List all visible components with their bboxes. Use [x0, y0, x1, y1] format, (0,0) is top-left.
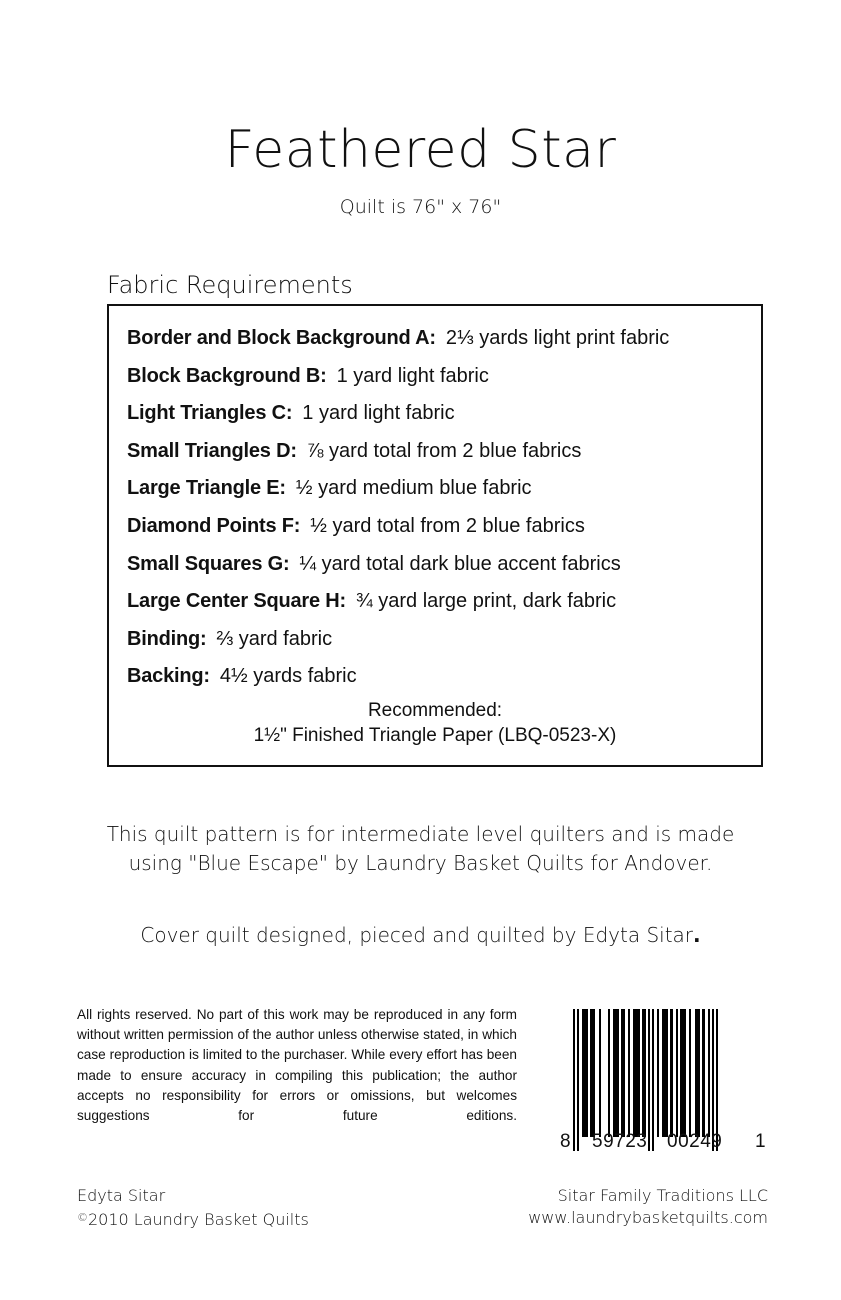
requirement-item [127, 586, 669, 624]
description-line: This quilt pattern is for intermediate level quilters and is made [106, 822, 735, 846]
requirement-value: ⅔ yard fabric [216, 627, 333, 650]
fabric-requirements-list [127, 323, 669, 699]
recommended-label: Recommended: [367, 700, 503, 721]
requirement-value: ⅞ yard total from 2 blue fabrics [306, 439, 582, 462]
requirement-item [127, 661, 669, 699]
copyright-text: 2010 Laundry Basket Quilts [88, 1210, 309, 1229]
requirement-item [127, 398, 669, 436]
requirement-item [127, 511, 669, 549]
requirement-value: ¾ yard large print, dark fabric [356, 590, 617, 613]
page-title: Feathered Star [224, 120, 617, 180]
requirement-value: 2⅓ yards light print fabric [445, 327, 670, 349]
requirement-label: Small Squares G: [127, 552, 290, 575]
requirement-label: Backing: [127, 665, 210, 688]
copyright-notice: All rights reserved. No part of this work may be reproduced in any form without written permission of the author unless otherwise stated, in which case reproduction is limited to the purchaser. While every effort has been made to ensure accuracy in compiling this publication; the author accepts no responsibility for errors or omissions, but welcomes suggestions for future editions. [77, 1007, 517, 1124]
requirement-label: Diamond Points F: [127, 514, 301, 537]
barcode-last-digit: 1 [755, 1131, 766, 1152]
barcode-first-digit: 8 [560, 1131, 571, 1152]
barcode-left-group: 59723 [592, 1131, 648, 1152]
requirement-label: Large Triangle E: [127, 477, 286, 500]
quilt-size: Quilt is 76" x 76" [339, 196, 502, 218]
barcode-right-group: 00249 [667, 1131, 723, 1152]
requirement-item [127, 549, 669, 587]
recommended-section [109, 698, 761, 748]
upc-barcode [557, 1003, 773, 1153]
requirement-item [127, 624, 669, 662]
requirement-label: Border and Block Background A: [127, 327, 436, 349]
requirement-value: 4½ yards fabric [219, 665, 357, 688]
requirement-value: ½ yard total from 2 blue fabrics [310, 514, 585, 537]
footer-author-block [77, 1185, 309, 1231]
requirement-item [127, 361, 669, 399]
requirement-value: ¼ yard total dark blue accent fabrics [299, 552, 621, 575]
pattern-description [0, 820, 841, 878]
cover-credit [0, 921, 841, 949]
requirement-item [127, 323, 669, 361]
credit-period: . [693, 923, 701, 947]
fabric-requirements-heading: Fabric Requirements [107, 271, 353, 299]
barcode-number [557, 1131, 773, 1153]
fabric-requirements-box [107, 304, 763, 767]
requirement-label: Block Background B: [127, 364, 327, 387]
requirement-value: 1 yard light fabric [336, 364, 489, 387]
requirement-label: Small Triangles D: [127, 439, 297, 462]
copyright-icon: © [77, 1211, 88, 1224]
requirement-item [127, 473, 669, 511]
copyright-line [77, 1207, 309, 1231]
recommended-item: 1½" Finished Triangle Paper (LBQ-0523-X) [253, 725, 617, 746]
requirement-value: 1 yard light fabric [302, 402, 455, 425]
requirement-label: Large Center Square H: [127, 590, 346, 613]
credit-text: Cover quilt designed, pieced and quilted by Edyta Sitar [140, 923, 694, 947]
barcode-bars-icon [573, 1009, 751, 1149]
author-name: Edyta Sitar [77, 1186, 166, 1205]
website-link[interactable]: www.laundrybasketquilts.com [528, 1208, 768, 1227]
requirement-value: ½ yard medium blue fabric [295, 477, 532, 500]
footer-company-block [528, 1185, 768, 1229]
requirement-item [127, 436, 669, 474]
requirement-label: Light Triangles C: [127, 402, 293, 425]
requirement-label: Binding: [127, 627, 207, 650]
description-line: using "Blue Escape" by Laundry Basket Quilts for Andover. [128, 851, 713, 875]
company-name: Sitar Family Traditions LLC [557, 1186, 768, 1205]
